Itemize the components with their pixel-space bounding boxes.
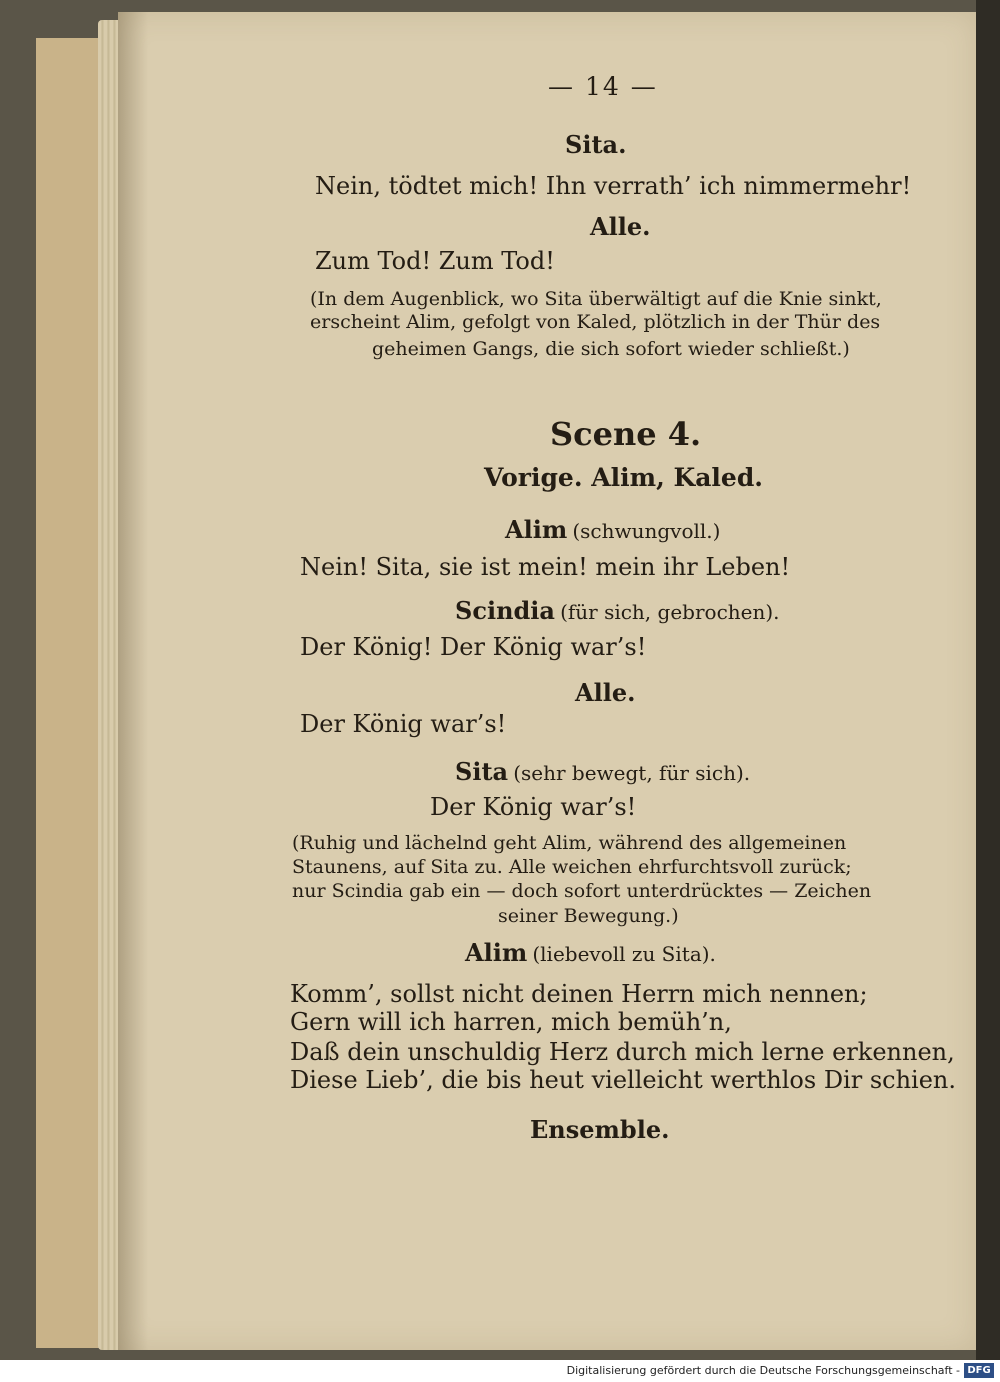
stage-direction-2c: nur Scindia gab ein — doch sofort unterdrücktes — Zeichen [292,880,872,902]
line-1: Nein, tödtet mich! Ihn verrath’ ich nimmermehr! [315,172,912,200]
scene-title: Scene 4. [550,415,702,453]
speaker-sita: Sita. [565,130,627,159]
speaker-alim-2-row [465,938,716,967]
line-3: Nein! Sita, sie ist mein! mein ihr Leben! [300,553,791,581]
direction: (sehr bewegt, für sich). [513,761,751,785]
speaker-alim-2: Alim [465,938,528,967]
stage-direction-2a: (Ruhig und lächelnd geht Alim, während des allgemeinen [292,832,847,854]
line-4: Der König! Der König war’s! [300,633,647,661]
line-6: Der König war’s! [430,793,637,821]
stage-direction-2d: seiner Bewegung.) [498,905,679,927]
persons-on-stage: Vorige. Alim, Kaled. [484,463,764,492]
direction: (schwungvoll.) [572,519,721,543]
stage-direction-1b: erscheint Alim, gefolgt von Kaled, plötzlich in der Thür des [310,311,881,333]
speaker-alle: Alle. [590,212,651,241]
speaker-sita-2: Sita [455,757,509,786]
verse-line-1: Komm’, sollst nicht deinen Herrn mich nennen; [290,980,868,1008]
dfg-logo: DFG [964,1363,994,1378]
stage-direction-1a: (In dem Augenblick, wo Sita überwältigt auf die Knie sinkt, [310,288,882,310]
footer-credit: Digitalisierung gefördert durch die Deutsche Forschungsgemeinschaft - [566,1364,960,1377]
speaker-sita-row [455,757,750,786]
verse-line-3: Daß dein unschuldig Herz durch mich lerne erkennen, [290,1038,955,1066]
verse-line-4: Diese Lieb’, die bis heut vielleicht werthlos Dir schien. [290,1066,957,1094]
speaker-scindia: Scindia [455,596,555,625]
direction: (für sich, gebrochen). [560,600,780,624]
speaker-scindia-row [455,596,780,625]
page-number: — 14 — [548,72,658,101]
stage-direction-1c: geheimen Gangs, die sich sofort wieder schließt.) [372,338,850,360]
line-2: Zum Tod! Zum Tod! [315,247,555,275]
speaker-ensemble: Ensemble. [530,1115,670,1144]
verse-line-2: Gern will ich harren, mich bemüh’n, [290,1008,732,1036]
speaker-alle-2: Alle. [575,678,636,707]
line-5: Der König war’s! [300,710,507,738]
speaker-alim: Alim [505,515,568,544]
footer-bar [0,1360,1000,1382]
direction: (liebevoll zu Sita). [532,942,716,966]
speaker-alim-1-row [505,515,720,544]
stage-direction-2b: Staunens, auf Sita zu. Alle weichen ehrfurchtsvoll zurück; [292,856,852,878]
